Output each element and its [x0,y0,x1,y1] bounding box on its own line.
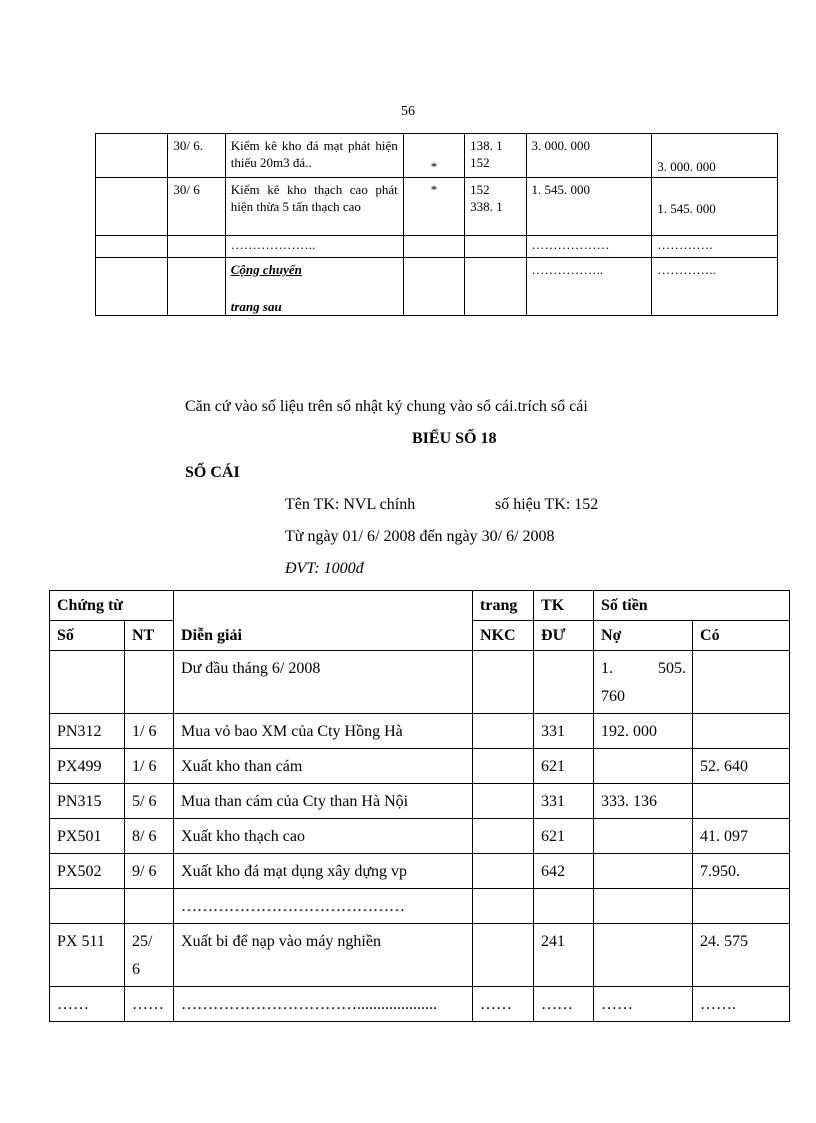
credit-header: Có [693,621,790,651]
journal-desc: ……………….. [225,236,403,258]
table-row: PX502 9/ 6 Xuất kho đá mạt dụng xây dựng vp 642 7.950. [50,854,790,889]
journal-debit: 1. 545. 000 [526,178,652,236]
opening-desc: Dư đầu tháng 6/ 2008 [174,651,473,714]
no-header: Số [50,621,125,651]
page-number: 56 [401,104,415,119]
debit-header: Nợ [594,621,693,651]
journal-desc: Kiểm kê kho thạch cao phát hiện thừa 5 tấn thạch cao [225,178,403,236]
ledger-table [49,590,790,1022]
journal-mark: * [403,134,464,178]
acc-header-top: TK [534,591,594,621]
journal-accounts: 152 338. 1 [465,178,526,236]
account-name: Tên TK: NVL chính [285,496,416,513]
opening-debit: 1. 505. 760 [594,651,693,714]
table-row: …… …… …………………………….................... …… …… …… ……. [50,987,790,1022]
table-row: PN315 5/ 6 Mua than cám của Cty than Hà Nội 331 333. 136 [50,784,790,819]
journal-mark: * [403,178,464,236]
header-row [50,591,790,621]
table-row: PX499 1/ 6 Xuất kho than cám 621 52. 640 [50,749,790,784]
amount-header: Số tiền [594,591,790,621]
opening-row [50,651,790,714]
ledger-title: SỔ CÁI [185,464,240,481]
unit: ĐVT: 1000đ [285,560,364,577]
journal-credit: ………….. [652,258,778,316]
date-header: NT [125,621,174,651]
intro-text: Căn cứ vào số liệu trên sổ nhật ký chung vào sổ cái.trích sổ cái [185,398,588,415]
journal-credit: …………. [652,236,778,258]
journal-debit: ……………… [526,236,652,258]
journal-row [96,134,778,178]
table-row: PX501 8/ 6 Xuất kho thạch cao 621 41. 097 [50,819,790,854]
journal-credit: 1. 545. 000 [652,178,778,236]
table-row: …………………………………… [50,889,790,924]
journal-debit: 3. 000. 000 [526,134,652,178]
journal-accounts: 138. 1 152 [465,134,526,178]
journal-desc: Cộng chuyển trang sau [225,258,403,316]
journal-date: 30/ 6. [168,134,225,178]
journal-credit: 3. 000. 000 [652,134,778,178]
account-code: số hiệu TK: 152 [495,496,599,513]
desc-header: Diễn giải [174,591,473,651]
journal-date: 30/ 6 [168,178,225,236]
table-row: PX 511 25/ 6 Xuất bi để nạp vào máy nghiền 241 24. 575 [50,924,790,987]
journal-debit: …………….. [526,258,652,316]
page-header-bottom: NKC [473,621,534,651]
form-title: BIỂU SỐ 18 [412,430,497,447]
journal-row [96,236,778,258]
page-header-top: trang [473,591,534,621]
journal-table [95,133,778,316]
period: Từ ngày 01/ 6/ 2008 đến ngày 30/ 6/ 2008 [285,528,555,545]
acc-header-bottom: ĐƯ [534,621,594,651]
journal-row [96,178,778,236]
voucher-header: Chứng từ [50,591,174,621]
journal-desc: Kiểm kê kho đá mạt phát hiện thiếu 20m3 đá.. [225,134,403,178]
journal-row [96,258,778,316]
table-row: PN312 1/ 6 Mua vỏ bao XM của Cty Hồng Hà 331 192. 000 [50,714,790,749]
